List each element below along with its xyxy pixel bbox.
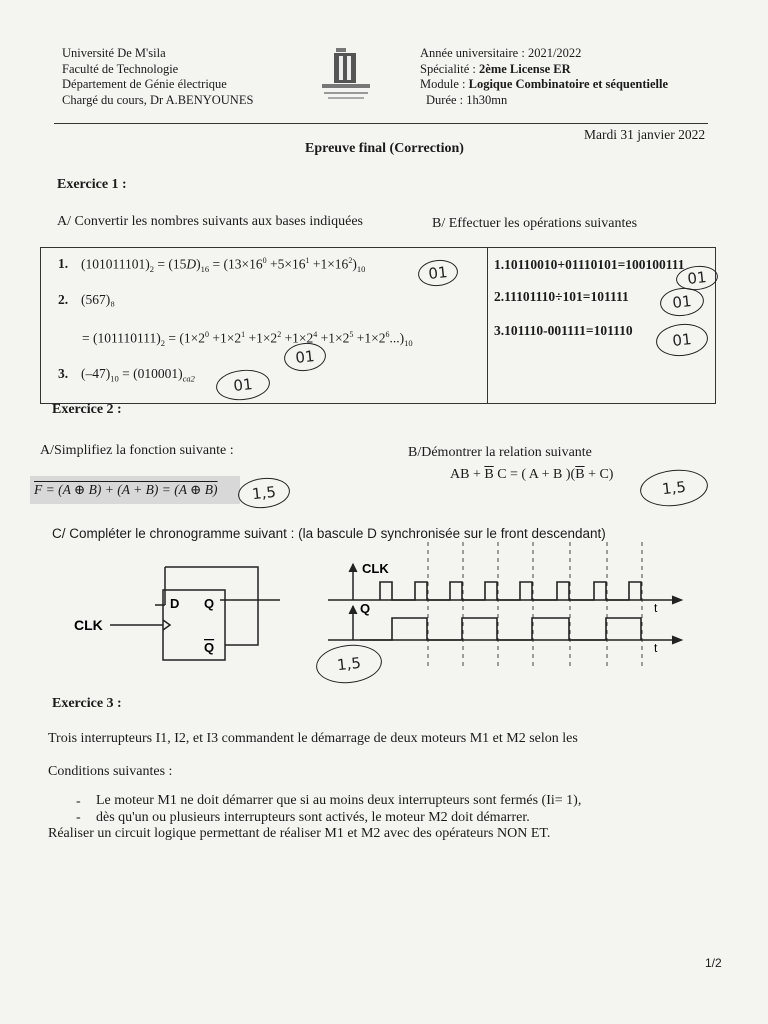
d-flip-flop-circuit — [70, 560, 280, 670]
mark-circle: 1,5 — [314, 642, 384, 687]
time-axis-label: t — [654, 641, 658, 655]
mark-circle: 01 — [654, 321, 709, 358]
operation-1: 1.10110010+01110101=100100111 — [494, 257, 685, 272]
mark-circle: 01 — [659, 286, 706, 318]
lecturer-name: Chargé du cours, Dr A.BENYOUNES — [62, 92, 254, 107]
header-rule — [54, 123, 708, 124]
mark-circle: 1,5 — [237, 475, 292, 510]
item-2-number: 2. — [58, 292, 69, 307]
exercise-2-part-b: B/Démontrer la relation suivante — [408, 445, 592, 460]
operation-3: 3.101110-001111=101110 — [494, 323, 633, 338]
item-3-number: 3. — [58, 366, 69, 381]
module: Module : Logique Combinatoire et séquentielle — [420, 77, 669, 91]
page-number: 1/2 — [705, 956, 722, 970]
institution-block — [62, 46, 253, 108]
mark-circle: 1,5 — [638, 467, 709, 510]
mark-circle: 01 — [215, 367, 272, 402]
mark-circle: 01 — [283, 341, 328, 373]
exam-date: Mardi 31 janvier 2022 — [584, 127, 706, 142]
academic-year: Année universitaire : 2021/2022 — [420, 46, 582, 60]
specialty: Spécialité : 2ème License ER — [420, 61, 571, 76]
item-1-number: 1. — [58, 256, 69, 271]
circuit-clk-label: CLK — [74, 617, 103, 633]
item-3-conversion: $(-47)_{10} = (010001)_{ca2}$ — [81, 366, 195, 384]
item-1-conversion: $(101011101)_2 = (15D)_{16} = (13\times 16^0 +5\times 16^1 +1\times 16^2)_{10}$ — [81, 256, 366, 275]
exercise-1-title: Exercice 1 : — [57, 177, 127, 192]
item-2-conversion: = $(101110111)_2 = (1\times 2^0 +1\times 2^1 +1\times 2^2 +1\times 2^4 +1\times 2^5 +1\times 2^6...)_{10}$ — [82, 330, 413, 349]
bullet-dash: - — [76, 810, 81, 825]
university-logo — [314, 44, 378, 106]
exercise-1-part-b: B/ Effectuer les opérations suivantes — [432, 216, 638, 231]
exercise-1-part-a: A/ Convertir les nombres suivants aux bases indiquées — [57, 214, 364, 229]
exercise-3-line-1: Trois interrupteurs I1, I2, et I3 commandent le démarrage de deux moteurs M1 et M2 selon les — [48, 731, 578, 746]
time-axis-label: t — [654, 601, 658, 615]
course-info-block — [420, 46, 668, 108]
exercise-3-bullet-1: Le moteur M1 ne doit démarrer que si au moins deux interrupteurs sont fermés (Ii= 1), — [96, 793, 582, 808]
boolean-function: F = (A ⊕ B) + (A + B) = (A ⊕ B) — [30, 476, 240, 504]
mark-circle: 01 — [675, 264, 719, 292]
university-name: Université De M'sila — [62, 46, 166, 60]
duration: Durée : 1h30mn — [426, 92, 508, 107]
flip-flop-qbar-label: Q — [204, 640, 215, 655]
chrono-q-label: Q — [360, 601, 371, 616]
exercise-2-part-c: C/ Compléter le chronogramme suivant : (la bascule D synchronisée sur le front descendant) — [52, 526, 606, 541]
flip-flop-q-label: Q — [204, 596, 215, 611]
exercise-3-line-3: Réaliser un circuit logique permettant de réaliser M1 et M2 avec des opérateurs NON ET. — [48, 826, 551, 841]
chrono-clk-label: CLK — [362, 561, 389, 576]
relation-to-prove: AB + $\overline{B}$ C = ( A + B )$(\overline{B} + C)$ — [450, 467, 614, 482]
exercise-2-part-a: A/Simplifiez la fonction suivante : — [40, 443, 234, 458]
flip-flop-d-label: D — [170, 596, 180, 611]
faculty-name: Faculté de Technologie — [62, 61, 179, 76]
department-name: Département de Génie électrique — [62, 77, 227, 91]
item-2-question: (567)₈ — [81, 292, 115, 307]
mark-circle: 01 — [417, 258, 459, 288]
exercise-3-bullet-2: dès qu'un ou plusieurs interrupteurs sont activés, le moteur M2 doit démarrer. — [96, 810, 530, 825]
bullet-dash: - — [76, 794, 81, 809]
operation-2: 2.11101110÷101=101111 — [494, 289, 629, 304]
exercise-3-title: Exercice 3 : — [52, 696, 122, 711]
exercise-3-line-2: Conditions suivantes : — [48, 764, 173, 779]
exercise-2-title: Exercice 2 : — [52, 402, 122, 417]
table-divider — [487, 247, 488, 404]
exam-title: Epreuve final (Correction) — [305, 141, 464, 156]
